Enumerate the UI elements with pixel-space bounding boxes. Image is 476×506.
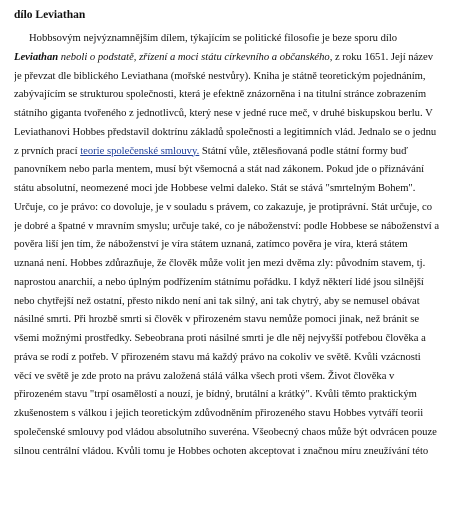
text-run: uznaná není. Hobbes zdůrazňuje, že člověk může volit jen mezi dvěma zly: původním stavem, tj. bbox=[14, 258, 426, 269]
text-run: silnou centrální vládou. Kvůli tomu je Hobbes ochoten akceptovat i značnou míru zneužívání této bbox=[14, 445, 429, 457]
text-run: všemi možnými prostředky. Sebeobrana proti násilné smrti je dle něj nejvyšší potřebou člověka a bbox=[14, 333, 426, 344]
text-line bbox=[14, 218, 464, 237]
text-run: státu absolutní, neomezené moci jde Hobbese velmi daleko. Stát se stává "smrtelným Bohem". bbox=[14, 183, 416, 194]
text-line bbox=[14, 349, 464, 368]
paragraph bbox=[14, 30, 464, 461]
text-line bbox=[14, 199, 464, 218]
text-run: práva se rodí z potřeb. V přirozeném stavu má každý právo na cokoliv ve světě. Kvůli vzácnosti bbox=[14, 351, 421, 363]
section-heading: dílo Leviathan bbox=[14, 9, 86, 21]
text-line bbox=[14, 105, 464, 124]
text-run: z roku 1651. Její název bbox=[332, 51, 433, 63]
document-page bbox=[14, 8, 464, 461]
text-run: Státní vůle, ztělesňovaná podle státní formy buď bbox=[199, 145, 408, 157]
text-run: společenské smlouvy pod vládou absolutního suveréna. Všeobecný chaos může být odvrácen pouze bbox=[14, 426, 437, 438]
text-run: přirozeném stavu "trpí osamělostí a nouzí, je bídný, brutální a krátký". Kvůli těmto praktickým bbox=[14, 389, 417, 401]
text-run: naprostou anarchií, a nebo úplným podřízením státnímu pořádku. I když některí lidé jsou silnější bbox=[14, 276, 424, 288]
text-line bbox=[14, 330, 464, 349]
text-run: Hobbsovým nejvýznamnějším dílem, týkajícím se politické filosofie je beze sporu dílo bbox=[29, 33, 398, 44]
text-run: zabývajícím se strukturou společnosti, která je efektně znázorněna i na titulní stránce zobrazením bbox=[14, 89, 427, 101]
text-run: panovníkem nebo parla mentem, musí být všemocná a stát nad zákonem. Pokud jde o přiznávání bbox=[14, 164, 425, 176]
italic-text: o podstatě, zřízení a moci státu církevního a občanského, bbox=[89, 51, 333, 63]
text-run: zkušenostem s válkou i jejich teoretickým zdůvodněním přirozeného stavu Hobbes vytváří teorii bbox=[14, 408, 424, 419]
title-emphasis: Leviathan bbox=[14, 51, 59, 63]
text-run: věcí ve světě je zde proto na právu založená stálá válka všech proti všem. Život člověka v bbox=[14, 370, 395, 382]
text-line bbox=[14, 443, 464, 462]
text-line bbox=[14, 49, 464, 68]
text-run: násilné smrti. Při hrozbě smrti si člověk v přirozeném stavu nemůže pomoci jinak, než bránit se bbox=[14, 314, 420, 326]
text-line bbox=[14, 293, 464, 312]
text-line bbox=[14, 143, 464, 162]
text-run: je dobré a špatné v mravním smyslu; určuje také, co je náboženství: podle Hobbese se náboženství a bbox=[14, 220, 440, 232]
text-line bbox=[14, 236, 464, 255]
text-run: je převzat dle biblického Leviathana (mořské nestvůry). Kniha je státně teoretickým pojednáním, bbox=[14, 70, 426, 82]
italic-text: neboli bbox=[58, 51, 90, 63]
text-line bbox=[14, 255, 464, 274]
text-run: z prvních prací bbox=[14, 145, 81, 157]
text-run: Určuje, co je právo: co dovoluje, je v souladu s právem, co zakazuje, je protiprávní. Stát určuje, co bbox=[14, 201, 433, 213]
text-line bbox=[14, 161, 464, 180]
text-line bbox=[14, 180, 464, 199]
text-run: státního giganta tvořeného z jednotlivců, který nese v jedné ruce meč, v druhé biskupskou berlu. V bbox=[14, 108, 433, 119]
text-run: pověra liší jen tím, že náboženství je víra státem uznaná, zatímco pověra je víra, která státem bbox=[14, 239, 408, 251]
text-line bbox=[14, 368, 464, 387]
text-line bbox=[14, 274, 464, 293]
text-line bbox=[14, 124, 464, 143]
text-line bbox=[14, 311, 464, 330]
text-line bbox=[14, 424, 464, 443]
text-line bbox=[14, 30, 464, 49]
text-line bbox=[14, 68, 464, 87]
text-line bbox=[14, 386, 464, 405]
text-run: nebo chytřejší než ostatní, přesto nikdo není ani tak silný, ani tak chytrý, aby se nemusel obávat bbox=[14, 295, 420, 307]
text-line bbox=[14, 86, 464, 105]
social-contract-link[interactable]: teorie společenské smlouvy. bbox=[80, 145, 200, 157]
text-run: Leviathanovi Hobbes představil doktrínu základů společnosti a legitimních vlád. Jednalo se o jednu bbox=[14, 126, 437, 138]
text-line bbox=[14, 405, 464, 424]
